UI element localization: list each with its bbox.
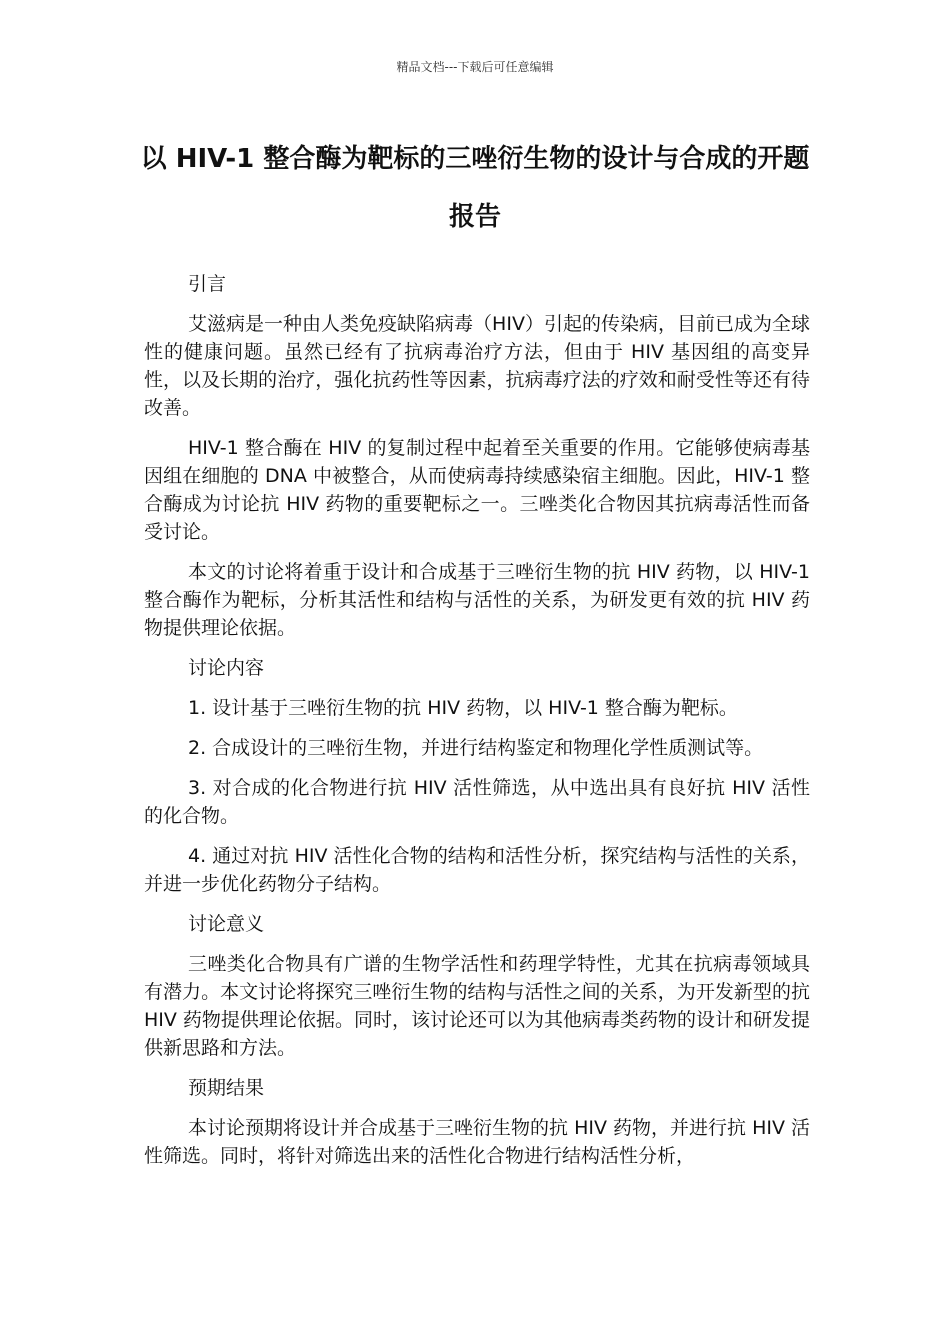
section-heading-significance: 讨论意义 — [188, 913, 265, 935]
list-item: 1. 设计基于三唑衍生物的抗 HIV 药物，以 HIV-1 整合酶为靶标。 — [188, 697, 738, 719]
list-item: 3. 对合成的化合物进行抗 HIV 活性筛选，从中选出具有良好抗 HIV 活性的化合物。 — [144, 777, 810, 827]
paragraph: 本文的讨论将着重于设计和合成基于三唑衍生物的抗 HIV 药物，以 HIV-1 整合酶作为靶标，分析其活性和结构与活性的关系，为研发更有效的抗 HIV 药物提供理论依据。 — [144, 561, 810, 639]
list-item: 4. 通过对抗 HIV 活性化合物的结构和活性分析，探究结构与活性的关系，并进一步优化药物分子结构。 — [144, 845, 810, 895]
header-note: 精品文档---下载后可任意编辑 — [396, 60, 554, 74]
paragraph: 艾滋病是一种由人类免疫缺陷病毒（HIV）引起的传染病，目前已成为全球性的健康问题。虽然已经有了抗病毒治疗方法，但由于 HIV 基因组的高变异性，以及长期的治疗，强化抗药性等因素，抗病毒疗法的疗效和耐受性等还有待改善。 — [144, 313, 810, 419]
section-heading-content: 讨论内容 — [188, 657, 265, 679]
paragraph: 本讨论预期将设计并合成基于三唑衍生物的抗 HIV 药物，并进行抗 HIV 活性筛选。同时，将针对筛选出来的活性化合物进行结构活性分析， — [144, 1117, 810, 1167]
section-heading-intro: 引言 — [188, 273, 227, 295]
list-item: 2. 合成设计的三唑衍生物，并进行结构鉴定和物理化学性质测试等。 — [188, 737, 764, 759]
document-title: 以 HIV-1 整合酶为靶标的三唑衍生物的设计与合成的开题报告 — [140, 144, 810, 232]
paragraph: 三唑类化合物具有广谱的生物学活性和药理学特性，尤其在抗病毒领域具有潜力。本文讨论将探究三唑衍生物的结构与活性之间的关系，为开发新型的抗 HIV 药物提供理论依据。同时，该讨论还可以为其他病毒类药物的设计和研发提供新思路和方法。 — [144, 953, 810, 1059]
section-heading-results: 预期结果 — [188, 1077, 265, 1099]
paragraph: HIV-1 整合酶在 HIV 的复制过程中起着至关重要的作用。它能够使病毒基因组在细胞的 DNA 中被整合，从而使病毒持续感染宿主细胞。因此，HIV-1 整合酶成为讨论抗 HIV 药物的重要靶标之一。三唑类化合物因其抗病毒活性而备受讨论。 — [144, 437, 810, 543]
document-body — [144, 270, 810, 1182]
